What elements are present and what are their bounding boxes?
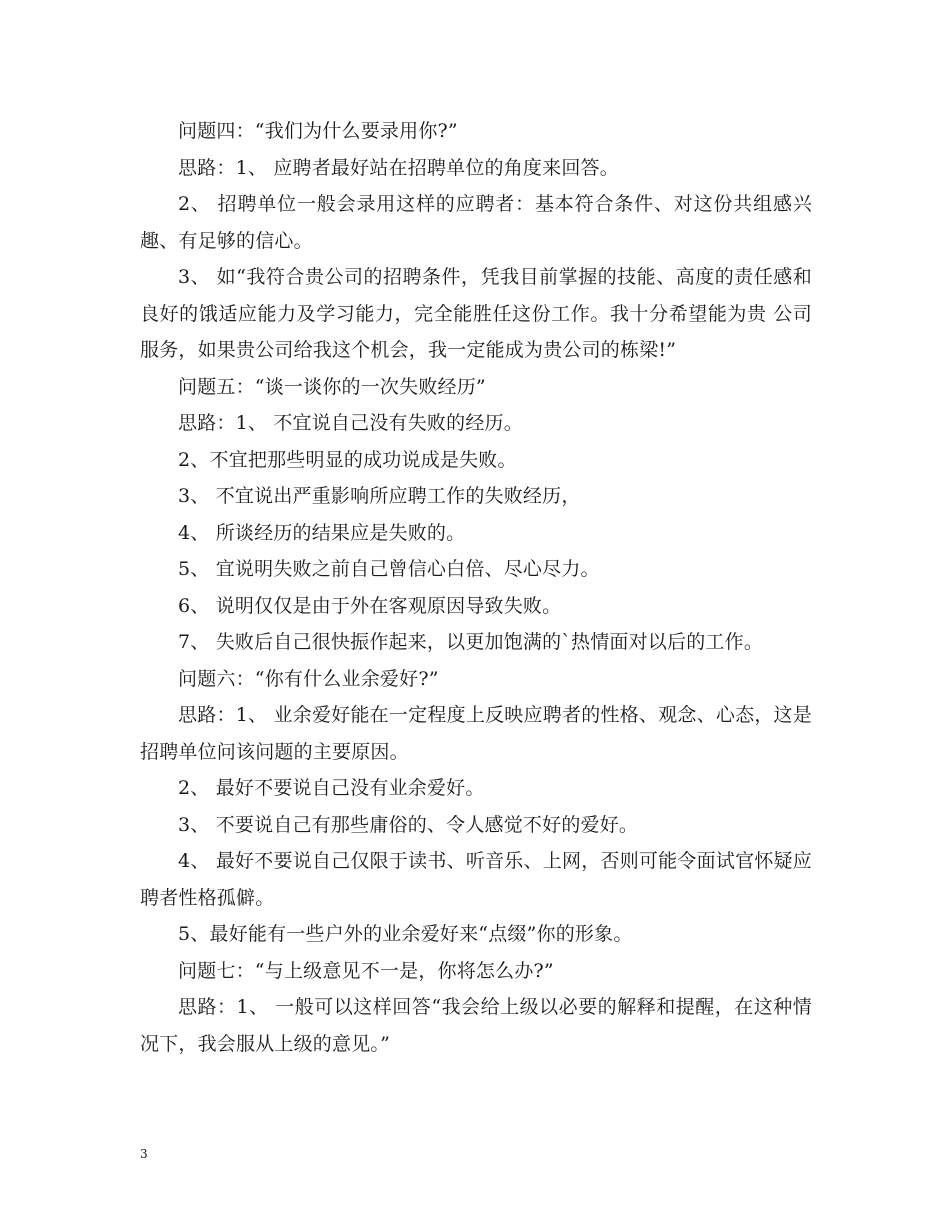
paragraph-q7-idea-1: 思路：1、 一般可以这样回答“我会给上级以必要的解释和提醒，在这种情况下，我会服从上级的意见。”: [140, 996, 812, 1055]
paragraph-q6-idea-4: 4、 最好不要说自己仅限于读书、听音乐、上网，否则可能令面试官怀疑应聘者性格孤僻。: [140, 850, 812, 909]
paragraph-q4-idea-2: 2、 招聘单位一般会录用这样的应聘者：基本符合条件、对这份共组感兴趣、有足够的信心。: [140, 193, 812, 252]
paragraph-q5-idea-2: 2、不宜把那些明显的成功说成是失败。: [178, 448, 517, 471]
paragraph-q5-idea-1: 思路：1、 不宜说自己没有失败的经历。: [178, 412, 523, 434]
paragraph-q5-idea-5: 5、 宜说明失败之前自己曾信心白倍、尽心尽力。: [178, 558, 600, 580]
page-number: 3: [140, 1147, 148, 1161]
paragraph-question-5: 问题五：“谈一谈你的一次失败经历”: [178, 375, 486, 398]
paragraph-question-4: 问题四：“我们为什么要录用你?”: [178, 120, 458, 142]
paragraph-q6-idea-1: 思路：1、 业余爱好能在一定程度上反映应聘者的性格、观念、心态，这是招聘单位问该问题的主要原因。: [140, 704, 812, 763]
paragraph-q4-idea-1: 思路：1、 应聘者最好站在招聘单位的角度来回答。: [178, 156, 619, 179]
paragraph-question-7: 问题七：“与上级意见不一是，你将怎么办?”: [178, 959, 554, 982]
paragraph-q5-idea-4: 4、 所谈经历的结果应是失败的。: [178, 521, 466, 544]
paragraph-q5-idea-6: 6、 说明仅仅是由于外在客观原因导致失败。: [178, 594, 562, 617]
paragraph-q6-idea-2: 2、 最好不要说自己没有业余爱好。: [178, 777, 485, 799]
document-body: [140, 113, 812, 1062]
paragraph-question-6: 问题六：“你有什么业余爱好?”: [178, 667, 439, 690]
paragraph-q6-idea-3: 3、 不要说自己有那些庸俗的、令人感觉不好的爱好。: [178, 813, 639, 836]
paragraph-q5-idea-7: 7、 失败后自己很快振作起来，以更加饱满的`热情面对以后的工作。: [178, 631, 764, 653]
paragraph-q5-idea-3: 3、 不宜说出严重影响所应聘工作的失败经历，: [178, 485, 581, 507]
paragraph-q4-idea-3: 3、 如“我符合贵公司的招聘条件，凭我目前掌握的技能、高度的责任感和良好的饿适应能力及学习能力，完全能胜任这份工作。我十分希望能为贵 公司服务，如果贵公司给我这个机会，我一定能成为贵公司的栋梁!”: [140, 266, 812, 361]
paragraph-q6-idea-5: 5、最好能有一些户外的业余爱好来“点缀”你的形象。: [178, 923, 633, 945]
